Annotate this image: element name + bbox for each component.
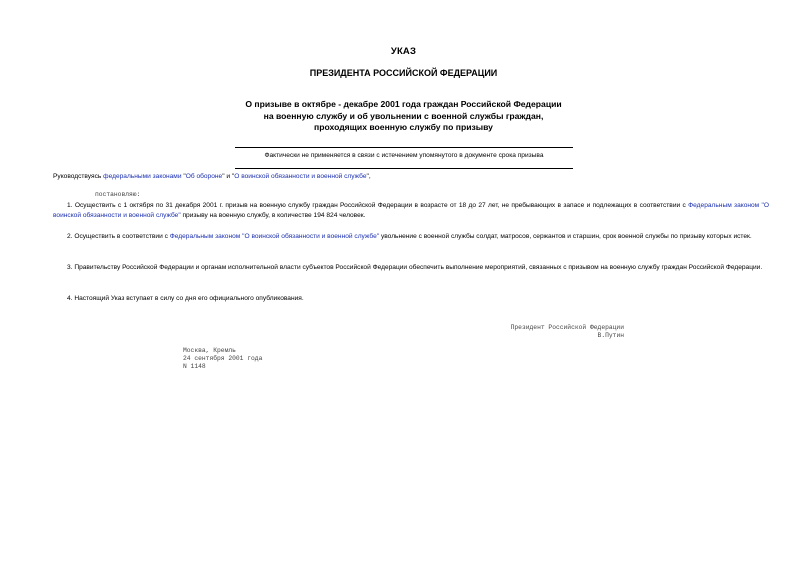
preamble-quote-open: "	[181, 173, 186, 180]
paragraph-1-text-before: 1. Осуществить с 1 октября по 31 декабря 2001 г. призыв на военную службу граждан Российской Федерации в возрасте от 18 до 27 лет, не пребывающих в запасе и подлежащих в соответствии с	[67, 202, 689, 209]
document-subject	[0, 99, 807, 134]
signature-name: В.Путин	[597, 332, 624, 339]
federal-laws-link[interactable]: федеральными законами	[103, 173, 182, 180]
defense-law-link[interactable]: Об обороне	[185, 173, 223, 180]
paragraph-2-text-before: 2. Осуществить в соответствии с	[67, 233, 170, 240]
decree-number: N 1148	[183, 363, 206, 370]
paragraph-1	[53, 201, 769, 222]
issue-place: Москва, Кремль	[183, 347, 236, 354]
subject-line-2: на военную службу и об увольнении с военной службы граждан,	[263, 110, 544, 121]
preamble	[53, 172, 769, 182]
preamble-mid: " и "	[222, 173, 235, 180]
decree-word: постановляю:	[95, 191, 141, 198]
subject-line-1: О призыве в октябре - декабре 2001 года граждан Российской Федерации	[245, 99, 562, 109]
issue-date: 24 сентября 2001 года	[183, 355, 263, 362]
paragraph-1-law-link[interactable]: Федеральным законом "О воинской обязанности и военной службе"	[53, 202, 769, 220]
signature-position: Президент Российской Федерации	[510, 324, 624, 331]
notice-bottom-rule	[235, 168, 573, 169]
paragraph-3: 3. Правительству Российской Федерации и органам исполнительной власти субъектов Российской Федерации обеспечить выполнение мероприятий, связанных с призывом на военную службу граждан Российской Федерации.	[67, 264, 763, 271]
validity-notice: Фактически не применяется в связи с истечением упомянутого в документе срока призыва	[264, 152, 544, 159]
paragraph-4: 4. Настоящий Указ вступает в силу со дня его официального опубликования.	[67, 295, 304, 302]
document-type-title: УКАЗ	[390, 46, 417, 57]
military-duty-law-link[interactable]: О воинской обязанности и военной службе	[234, 173, 367, 180]
preamble-suffix: ",	[366, 173, 371, 180]
paragraph-2-text-after: увольнение с военной службы солдат, матросов, сержантов и старшин, срок военной службы по призыву которых истек.	[379, 233, 752, 240]
paragraph-2	[53, 232, 769, 242]
preamble-prefix: Руководствуясь	[53, 173, 104, 180]
paragraph-1-text-after: призыву на военную службу, в количестве 194 824 человек.	[180, 212, 366, 220]
subject-line-3: проходящих военную службу по призыву	[314, 122, 493, 132]
paragraph-2-law-link[interactable]: Федеральным законом "О воинской обязанности и военной службе"	[169, 233, 380, 240]
issuer-title: ПРЕЗИДЕНТА РОССИЙСКОЙ ФЕДЕРАЦИИ	[309, 68, 498, 78]
notice-top-rule	[235, 147, 573, 148]
